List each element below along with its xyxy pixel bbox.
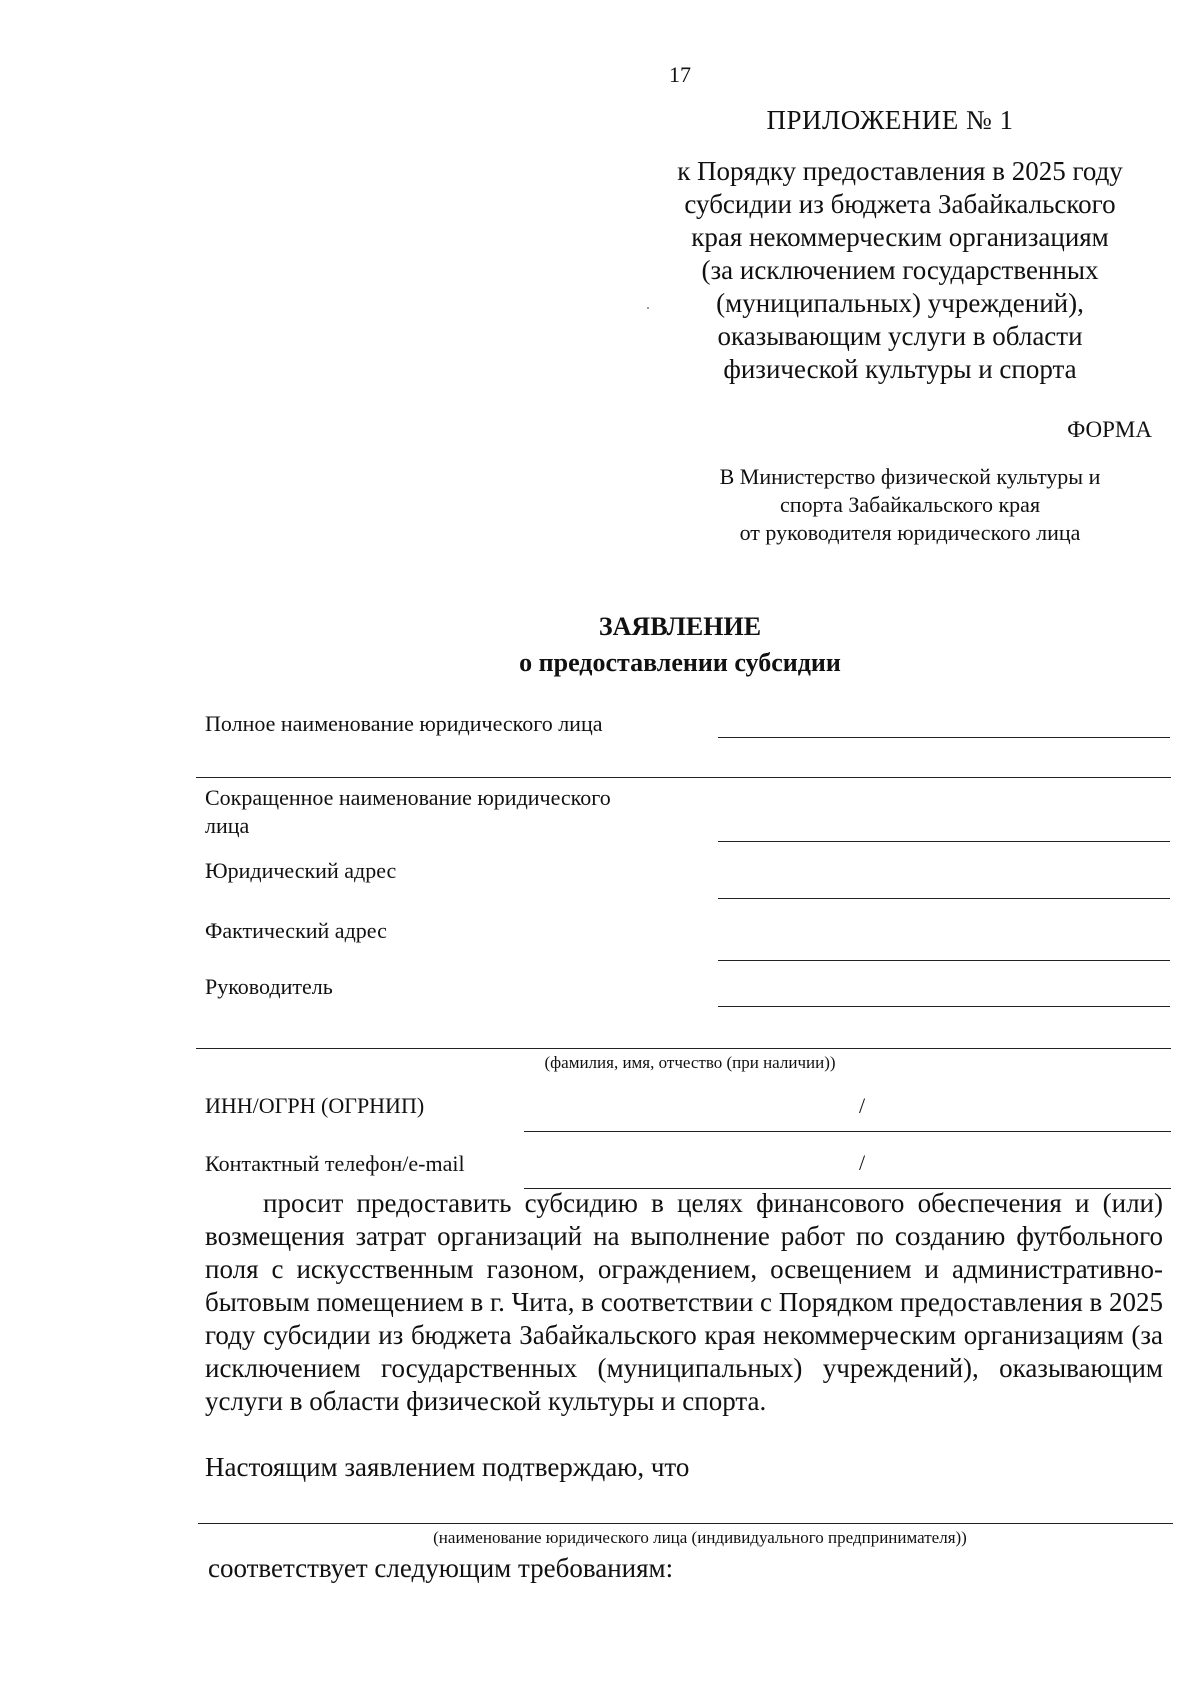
appendix-reference-line: (муниципальных) учреждений), (716, 288, 1084, 318)
head-input-line[interactable] (718, 1006, 1170, 1007)
scan-speck (647, 307, 649, 309)
addressee-line: от руководителя юридического лица (739, 520, 1081, 545)
contacts-label: Контактный телефон/e-mail (205, 1151, 465, 1176)
appendix-reference-line: физической культуры и спорта (723, 354, 1077, 384)
short-name-label (205, 784, 611, 840)
addressee-line: спорта Забайкальского края (779, 492, 1041, 517)
appendix-title: ПРИЛОЖЕНИЕ № 1 (766, 105, 1014, 135)
addressee-line: В Министерство физической культуры и (719, 464, 1101, 489)
contacts-separator: / (859, 1150, 866, 1175)
page-number: 17 (669, 62, 691, 87)
document-subtitle: о предоставлении субсидии (519, 648, 841, 677)
legal-address-label: Юридический адрес (205, 858, 397, 883)
appendix-reference-line: субсидии из бюджета Забайкальского (684, 189, 1116, 219)
appendix-reference-line: (за исключением государственных (701, 255, 1099, 285)
head-caption: (фамилия, имя, отчество (при наличии)) (544, 1053, 836, 1072)
entity-caption: (наименование юридического лица (индивидуального предпринимателя)) (433, 1528, 967, 1547)
requirements-text: соответствует следующим требованиям: (208, 1553, 674, 1583)
short-name-label-line: Сокращенное наименование юридического (205, 785, 611, 810)
head-full-name-line[interactable] (196, 1048, 1171, 1049)
form-label: ФОРМА (1067, 417, 1152, 442)
inn-ogrn-separator: / (859, 1093, 866, 1118)
actual-address-label: Фактический адрес (205, 918, 387, 943)
full-name-label: Полное наименование юридического лица (205, 711, 603, 736)
document-title: ЗАЯВЛЕНИЕ (598, 612, 762, 641)
short-name-label-line: лица (205, 813, 250, 838)
full-name-continuation-line[interactable] (196, 777, 1171, 778)
full-name-input-line[interactable] (718, 737, 1170, 738)
entity-name-input-line[interactable] (198, 1523, 1173, 1524)
addressee-block (660, 463, 1160, 547)
confirm-text: Настоящим заявлением подтверждаю, что (205, 1452, 690, 1482)
inn-ogrn-label: ИНН/ОГРН (ОГРНИП) (205, 1093, 425, 1118)
request-paragraph (205, 1187, 1163, 1418)
actual-address-input-line[interactable] (718, 960, 1170, 961)
head-label: Руководитель (205, 974, 333, 999)
appendix-reference-line: к Порядку предоставления в 2025 году (677, 156, 1123, 186)
appendix-reference (640, 155, 1160, 386)
appendix-reference-line: оказывающим услуги в области (717, 321, 1083, 351)
request-paragraph-text: просит предоставить субсидию в целях финансового обеспечения и (или) возмещения затрат организаций на выполнение работ по созданию футбольного поля с искусственным газоном, ограждением, освещением и административно-бытовым помещением в г. Чита, в соответствии с Порядком предоставления в 2025 году субсидии из бюджета Забайкальского края некоммерческим организациям (за исключением государственных (муниципальных) учреждений), оказывающим услуги в области физической культуры и спорта. (205, 1188, 1163, 1416)
appendix-reference-line: края некоммерческим организациям (691, 222, 1109, 252)
short-name-input-line[interactable] (718, 841, 1170, 842)
legal-address-input-line[interactable] (718, 898, 1170, 899)
inn-ogrn-input-line[interactable] (524, 1131, 1171, 1132)
